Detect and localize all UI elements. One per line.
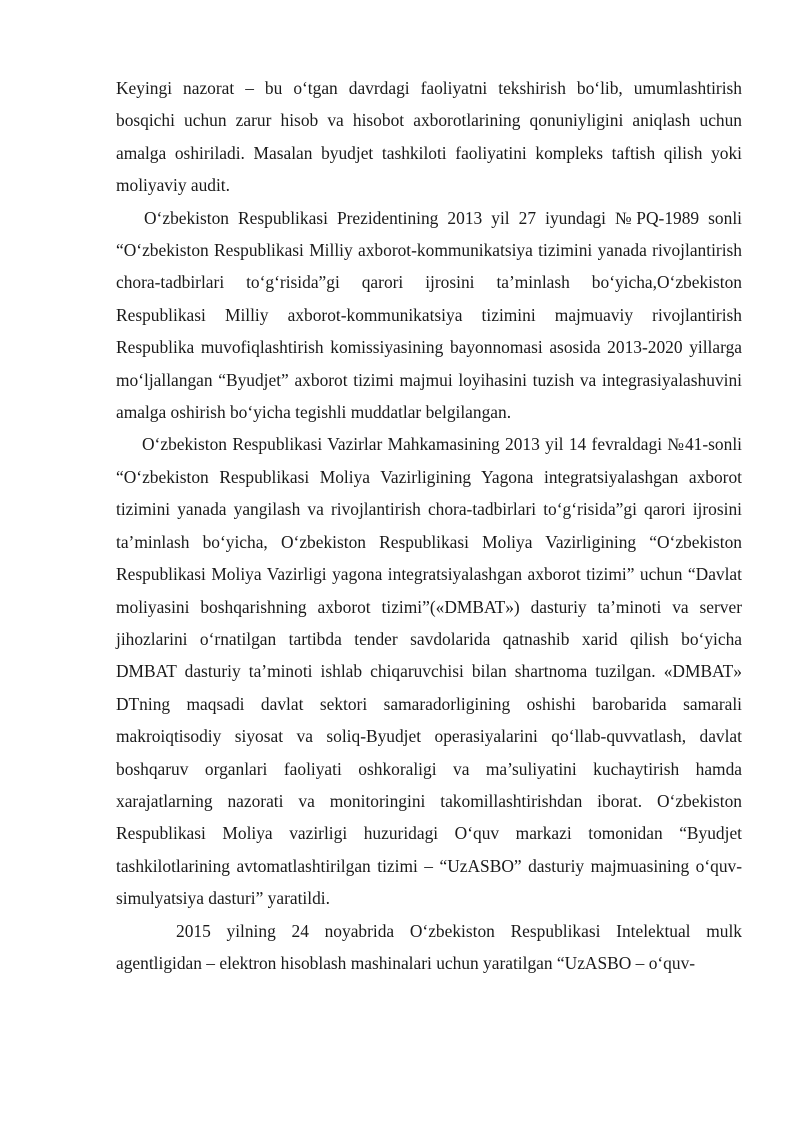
document-page	[116, 72, 742, 979]
paragraph-cabinet-resolution: O‘zbekiston Respublikasi Vazirlar Mahkamasining 2013 yil 14 fevraldagi №41-sonli “O‘zbekiston Respublikasi Moliya Vazirligining Yagona integratsiyalashgan axborot tizimini yanada yangilash va rivojlantirish chora-tadbirlari to‘g‘risida”gi qarori ijrosini ta’minlash bo‘yicha, O‘zbekiston Respublikasi Moliya Vazirligining “O‘zbekiston Respublikasi Moliya Vazirligi yagona integratsiyalashgan axborot tizimi” uchun “Davlat moliyasini boshqarishning axborot tizimi”(«DMBAT») dasturiy ta’minoti va server jihozlarini o‘rnatilgan tartibda tender savdolarida qatnashib xarid qilish bo‘yicha DMBAT dasturiy ta’minoti ishlab chiqaruvchisi bilan shartnoma tuzilgan. «DMBAT» DTning maqsadi davlat sektori samaradorligining oshishi barobarida samarali makroiqtisodiy siyosat va soliq-Byudjet operasiyalarini qo‘llab-quvvatlash, davlat boshqaruv organlari faoliyati oshkoraligi va ma’suliyatini kuchaytirish hamda xarajatlarning nazorati va monitoringini takomillashtirishdan iborat. O‘zbekiston Respublikasi Moliya vazirligi huzuridagi O‘quv markazi tomonidan “Byudjet tashkilotlarining avtomatlashtirilgan tizimi – “UzASBO” dasturiy majmuasining o‘quv-simulyatsiya dasturi” yaratildi.	[116, 434, 742, 909]
paragraph-keyingi-nazorat: Keyingi nazorat – bu o‘tgan davrdagi faoliyatni tekshirish bo‘lib, umumlashtirish bosqichi uchun zarur hisob va hisobot axborotlarining qonuniyligini aniqlash uchun amalga oshiriladi. Masalan byudjet tashkiloti faoliyatini kompleks taftish qilish yoki moliyaviy audit.	[116, 78, 742, 196]
paragraph-uzasbo-registration: 2015 yilning 24 noyabrida O‘zbekiston Respublikasi Intelektual mulk agentligidan – elektron hisoblash mashinalari uchun yaratilgan “UzASBO – o‘quv-	[116, 920, 742, 973]
paragraph-president-decree: O‘zbekiston Respublikasi Prezidentining 2013 yil 27 iyundagi №PQ-1989 sonli “O‘zbekiston Respublikasi Milliy axborot-kommunikatsiya tizimini yanada rivojlantirish chora-tadbirlari to‘g‘risida”gi qarori ijrosini ta’minlash bo‘yicha,O‘zbekiston Respublikasi Milliy axborot-kommunikatsiya tizimini majmuaviy rivojlantirish Respublika muvofiqlashtirish komissiyasining bayonnomasi asosida 2013-2020 yillarga mo‘ljallangan “Byudjet” axborot tizimi majmui loyihasini tuzish va integrasiyalashuvini amalga oshirish bo‘yicha tegishli muddatlar belgilangan.	[116, 207, 742, 423]
